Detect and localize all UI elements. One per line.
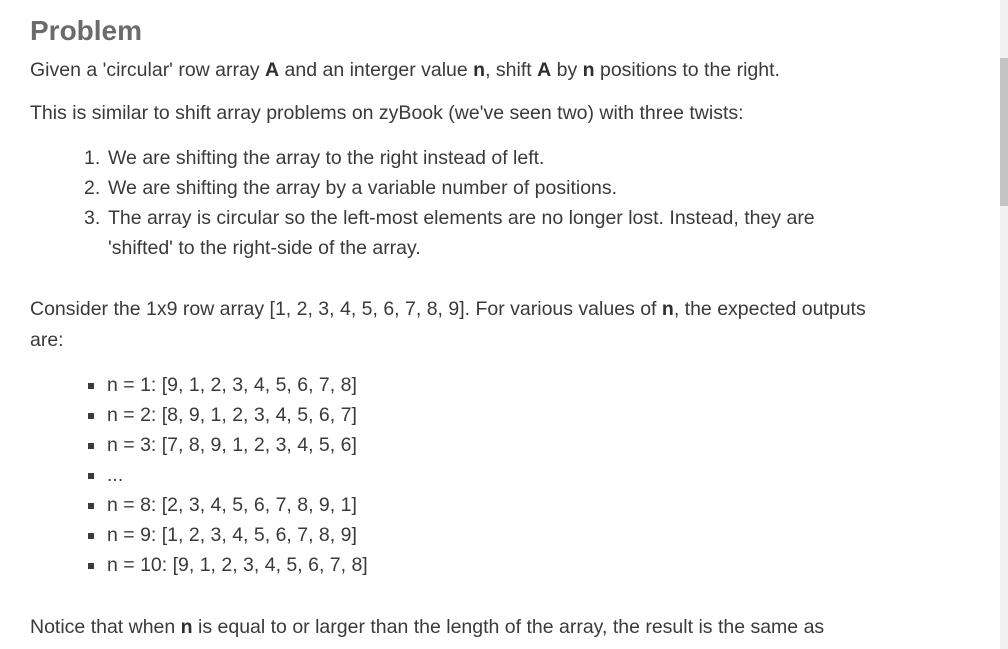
similar-paragraph: This is similar to shift array problems on zyBook (we've seen two) with three twists: xyxy=(30,102,744,124)
example-text: ... xyxy=(107,464,124,486)
list-item xyxy=(84,203,884,263)
list-number: 3. xyxy=(84,207,101,229)
list-text: We are shifting the array by a variable number of positions. xyxy=(108,177,618,199)
list-item xyxy=(88,430,368,460)
list-item xyxy=(88,370,368,400)
list-number: 2. xyxy=(84,177,101,199)
list-item xyxy=(88,460,368,490)
list-item xyxy=(84,143,884,173)
variable-n: n xyxy=(180,616,193,638)
bullet-icon xyxy=(88,503,94,509)
list-item xyxy=(88,550,368,580)
variable-n: n xyxy=(473,59,486,81)
variable-n: n xyxy=(661,298,674,320)
bullet-icon xyxy=(88,473,94,479)
list-item xyxy=(88,490,368,520)
variable-a: A xyxy=(265,59,280,81)
bullet-icon xyxy=(88,563,94,569)
list-text: We are shifting the array to the right instead of left. xyxy=(108,147,545,169)
consider-paragraph: Consider the 1x9 row array [1, 2, 3, 4, 5, 6, 7, 8, 9]. For various values of n, the expected outputs are: xyxy=(30,298,866,351)
example-text: n = 2: [8, 9, 1, 2, 3, 4, 5, 6, 7] xyxy=(107,404,357,426)
vertical-scrollbar[interactable] xyxy=(1000,0,1008,649)
list-item xyxy=(88,520,368,550)
variable-a: A xyxy=(537,59,552,81)
examples-list xyxy=(88,370,368,580)
example-text: n = 8: [2, 3, 4, 5, 6, 7, 8, 9, 1] xyxy=(107,494,357,516)
bullet-icon xyxy=(88,383,94,389)
twists-list xyxy=(84,143,884,263)
bullet-icon xyxy=(88,533,94,539)
list-text: The array is circular so the left-most elements are no longer lost. Instead, they are 'shifted' to the right-side of the array. xyxy=(108,207,815,259)
bullet-icon xyxy=(88,443,94,449)
intro-paragraph: Given a 'circular' row array A and an interger value n, shift A by n positions to the right. xyxy=(30,59,780,81)
list-item xyxy=(88,400,368,430)
list-number: 1. xyxy=(84,147,101,169)
page-title: Problem xyxy=(30,15,143,46)
variable-n: n xyxy=(582,59,595,81)
example-text: n = 3: [7, 8, 9, 1, 2, 3, 4, 5, 6] xyxy=(107,434,357,456)
bullet-icon xyxy=(88,413,94,419)
scrollbar-thumb[interactable] xyxy=(1000,58,1008,206)
list-item xyxy=(84,173,884,203)
notice-paragraph: Notice that when n is equal to or larger than the length of the array, the result is the same as xyxy=(30,616,825,638)
example-text: n = 10: [9, 1, 2, 3, 4, 5, 6, 7, 8] xyxy=(107,554,368,576)
example-text: n = 9: [1, 2, 3, 4, 5, 6, 7, 8, 9] xyxy=(107,524,357,546)
example-text: n = 1: [9, 1, 2, 3, 4, 5, 6, 7, 8] xyxy=(107,374,357,396)
